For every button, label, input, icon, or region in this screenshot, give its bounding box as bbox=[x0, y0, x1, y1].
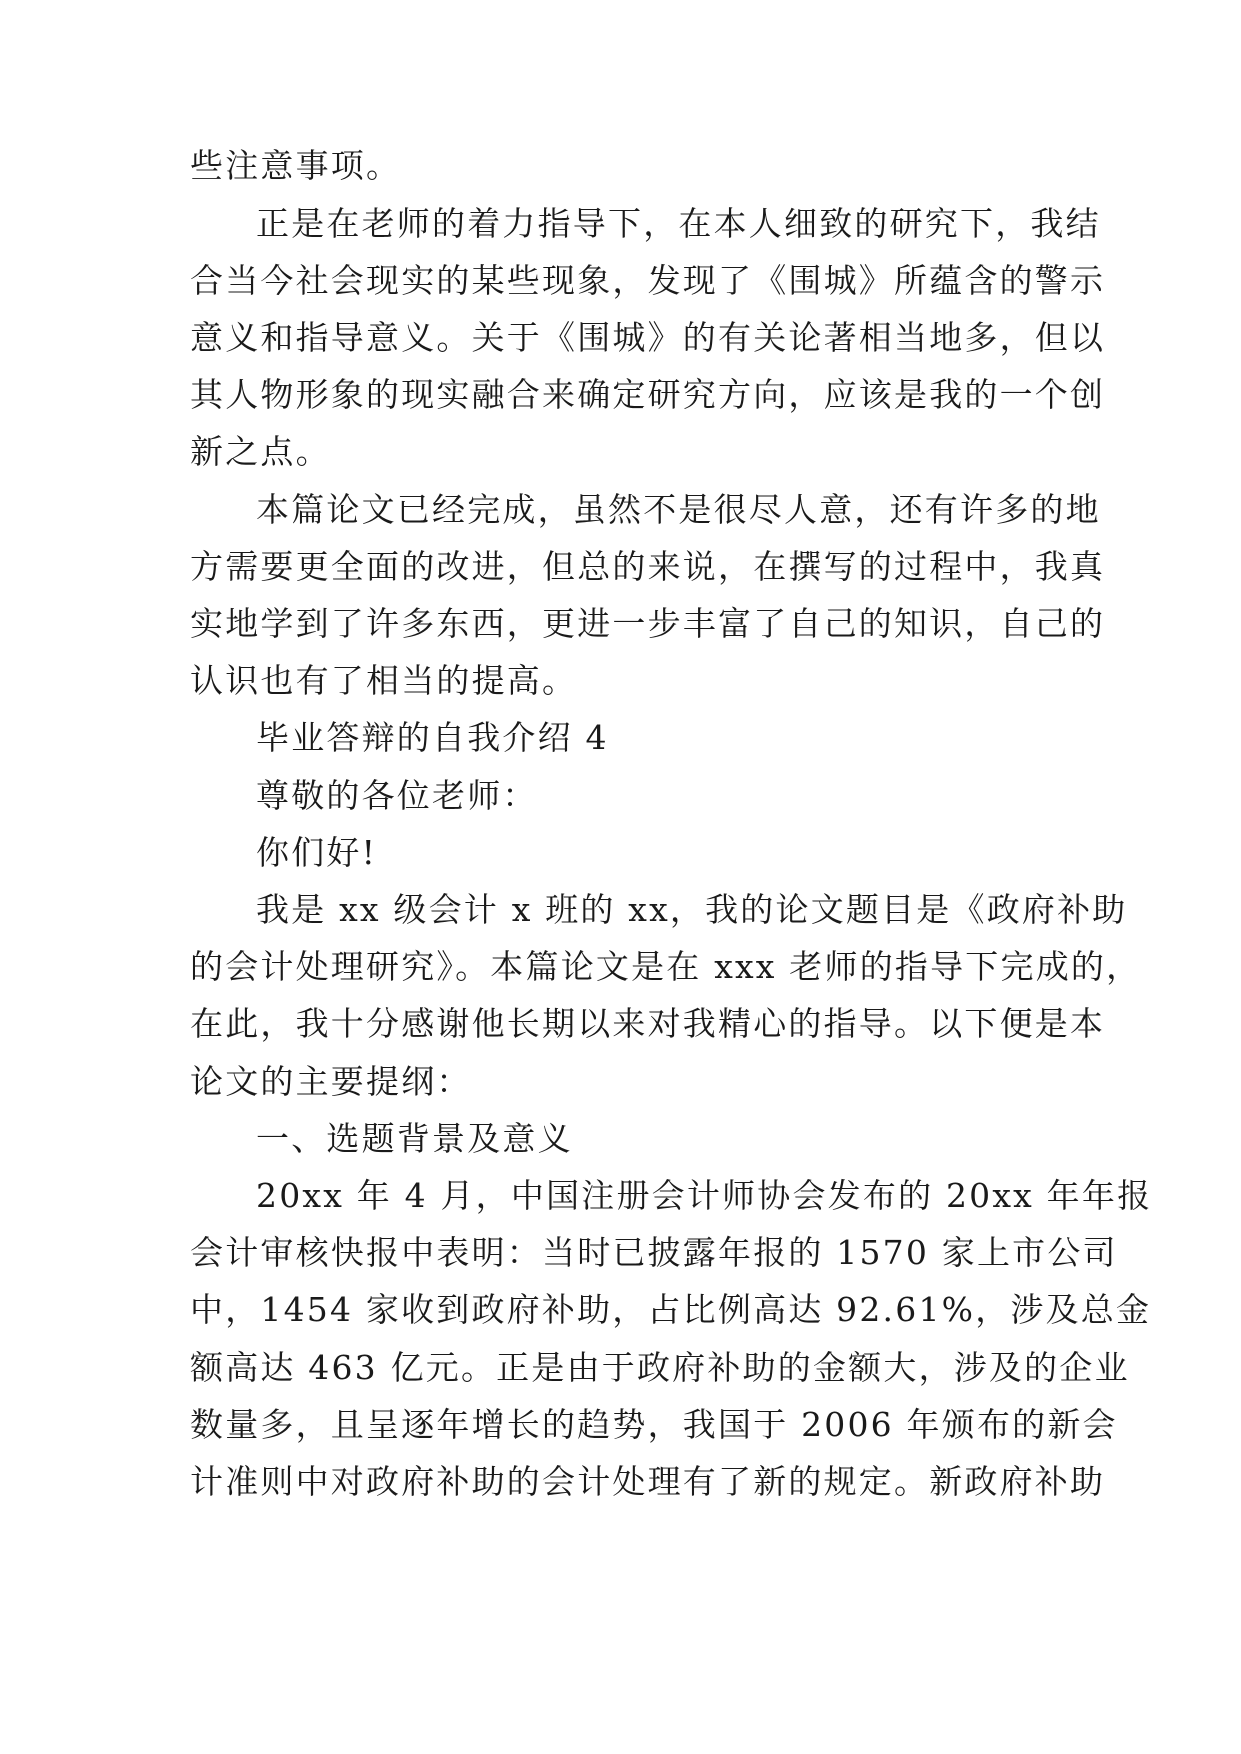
outline-heading: 一、选题背景及意义 bbox=[256, 1119, 573, 1158]
text-line: 在此，我十分感谢他长期以来对我精心的指导。以下便是本 bbox=[190, 1004, 1106, 1043]
text-line: 认识也有了相当的提高。 bbox=[190, 661, 578, 700]
text-line: 正是在老师的着力指导下，在本人细致的研究下，我结 bbox=[256, 204, 1101, 243]
text-line: 数量多，且呈逐年增长的趋势，我国于 2006 年颁布的新会 bbox=[190, 1405, 1118, 1444]
text-line: 其人物形象的现实融合来确定研究方向，应该是我的一个创 bbox=[190, 375, 1106, 414]
text-line: 实地学到了许多东西，更进一步丰富了自己的知识，自己的 bbox=[190, 604, 1106, 643]
text-line: 本篇论文已经完成，虽然不是很尽人意，还有许多的地 bbox=[256, 490, 1101, 529]
text-line: 的会计处理研究》。本篇论文是在 xxx 老师的指导下完成的， bbox=[190, 947, 1142, 986]
text-line: 新之点。 bbox=[190, 432, 331, 471]
salutation: 尊敬的各位老师： bbox=[256, 776, 538, 815]
text-line: 意义和指导意义。关于《围城》的有关论著相当地多，但以 bbox=[190, 318, 1106, 357]
text-line: 些注意事项。 bbox=[190, 146, 402, 185]
text-line: 计准则中对政府补助的会计处理有了新的规定。新政府补助 bbox=[190, 1462, 1106, 1501]
section-heading: 毕业答辩的自我介绍 4 bbox=[256, 718, 609, 757]
text-line: 会计审核快报中表明：当时已披露年报的 1570 家上市公司 bbox=[190, 1233, 1118, 1272]
text-line: 20xx 年 4 月，中国注册会计师协会发布的 20xx 年年报 bbox=[256, 1176, 1153, 1215]
greeting: 你们好! bbox=[256, 833, 378, 872]
text-line: 方需要更全面的改进，但总的来说，在撰写的过程中，我真 bbox=[190, 547, 1106, 586]
text-line: 论文的主要提纲： bbox=[190, 1062, 472, 1101]
text-line: 中，1454 家收到政府补助，占比例高达 92.61%，涉及总金 bbox=[190, 1290, 1152, 1329]
text-line: 我是 xx 级会计 x 班的 xx，我的论文题目是《政府补助 bbox=[256, 890, 1128, 929]
text-line: 额高达 463 亿元。正是由于政府补助的金额大，涉及的企业 bbox=[190, 1348, 1130, 1387]
text-line: 合当今社会现实的某些现象，发现了《围城》所蕴含的警示 bbox=[190, 261, 1106, 300]
